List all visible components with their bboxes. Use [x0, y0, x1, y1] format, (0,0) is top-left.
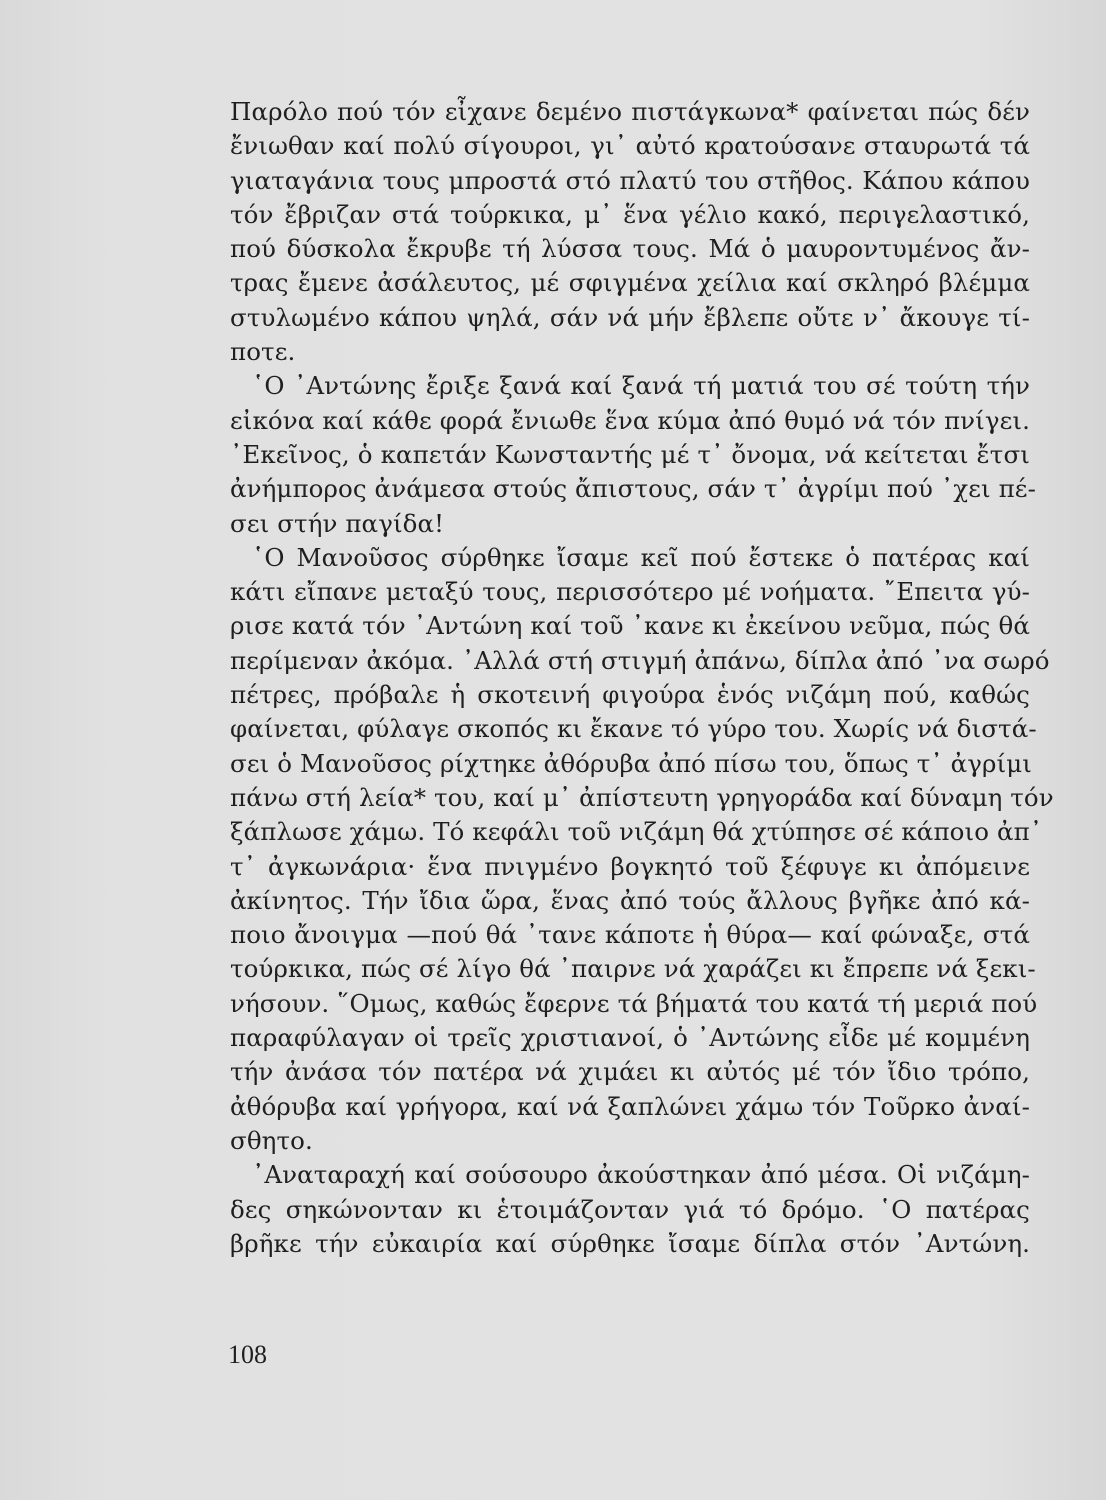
- text-line: γιαταγάνια τους μπροστά στό πλατύ του στῆθος. Κάπου κάπου: [230, 165, 1030, 195]
- text-line: ποτε.: [230, 337, 296, 367]
- text-line: τήν ἀνάσα τόν πατέρα νά χιμάει κι αὐτός μέ τόν ἴδιο τρόπο,: [230, 1057, 1030, 1087]
- text-line: σει ὁ Μανοῦσος ρίχτηκε ἀθόρυβα ἀπό πίσω του, ὅπως τ᾿ ἀγρίμι: [230, 748, 1032, 778]
- text-line: δες σηκώνονταν κι ἑτοιμάζονταν γιά τό δρόμο. ῾Ο πατέρας: [230, 1194, 1030, 1224]
- text-line: ᾿Εκεῖνος, ὁ καπετάν Κωνσταντής μέ τ᾿ ὄνομα, νά κείτεται ἔτσι: [230, 439, 1030, 469]
- text-line: σθητο.: [230, 1125, 313, 1155]
- text-line: τ᾿ ἀγκωνάρια· ἕνα πνιγμένο βογκητό τοῦ ξέφυγε κι ἀπόμεινε: [230, 851, 1030, 881]
- text-line: ἀκίνητος. Τήν ἴδια ὥρα, ἕνας ἀπό τούς ἄλλους βγῆκε ἀπό κά-: [230, 885, 1030, 915]
- text-line: πού δύσκολα ἔκρυβε τή λύσσα τους. Μά ὁ μαυροντυμένος ἄν-: [230, 234, 1030, 264]
- text-line: ἀνήμπορος ἀνάμεσα στούς ἄπιστους, σάν τ᾿ ἀγρίμι πού ᾿χει πέ-: [230, 474, 1036, 504]
- text-line: τρας ἔμενε ἀσάλευτος, μέ σφιγμένα χείλια καί σκληρό βλέμμα: [230, 268, 1030, 298]
- text-line: Παρόλο πού τόν εἶχανε δεμένο πιστάγκωνα* φαίνεται πώς δέν: [230, 97, 1030, 126]
- text-line: ῾Ο Μανοῦσος σύρθηκε ἴσαμε κεῖ πού ἔστεκε ὁ πατέρας καί: [252, 542, 1030, 572]
- text-line: στυλωμένο κάπου ψηλά, σάν νά μήν ἔβλεπε οὔτε ν᾿ ἄκουγε τί-: [230, 302, 1030, 332]
- text-line: σει στήν παγίδα!: [230, 508, 445, 538]
- page-number: 108: [228, 1340, 267, 1369]
- body-text: [230, 95, 1054, 1261]
- text-line: τούρκικα, πώς σέ λίγο θά ᾿παιρνε νά χαράζει κι ἔπρεπε νά ξεκι-: [230, 954, 1036, 984]
- text-line: ἀθόρυβα καί γρήγορα, καί νά ξαπλώνει χάμω τόν Τοῦρκο ἀναί-: [230, 1091, 1030, 1121]
- text-line: πάνω στή λεία* του, καί μ᾿ ἀπίστευτη γρηγοράδα καί δύναμη τόν: [230, 782, 1054, 812]
- text-line: φαίνεται, φύλαγε σκοπός κι ἔκανε τό γύρο του. Χωρίς νά διστά-: [230, 714, 1037, 744]
- text-line: ἔνιωθαν καί πολύ σίγουροι, γι᾿ αὐτό κρατούσανε σταυρωτά τά: [230, 131, 1030, 161]
- text-line: τόν ἔβριζαν στά τούρκικα, μ᾿ ἕνα γέλιο κακό, περιγελαστικό,: [230, 199, 1030, 229]
- text-line: ᾿Αναταραχή καί σούσουρο ἀκούστηκαν ἀπό μέσα. Οἱ νιζάμη-: [252, 1160, 1030, 1190]
- text-line: πέτρες, πρόβαλε ἡ σκοτεινή φιγούρα ἑνός νιζάμη πού, καθώς: [230, 680, 1030, 710]
- text-line: ξάπλωσε χάμω. Τό κεφάλι τοῦ νιζάμη θά χτύπησε σέ κάποιο ἀπ᾿: [230, 817, 1043, 847]
- text-line: παραφύλαγαν οἱ τρεῖς χριστιανοί, ὁ ᾿Αντώνης εἶδε μέ κομμένη: [230, 1023, 1030, 1053]
- text-line: ῾Ο ᾿Αντώνης ἔριξε ξανά καί ξανά τή ματιά του σέ τούτη τήν: [252, 371, 1030, 401]
- text-line: βρῆκε τήν εὐκαιρία καί σύρθηκε ἴσαμε δίπλα στόν ᾿Αντώνη.: [230, 1228, 1030, 1258]
- text-line: νήσουν. ῞Ομως, καθώς ἔφερνε τά βήματά του κατά τή μεριά πού: [230, 988, 1038, 1018]
- text-line: κάτι εἴπανε μεταξύ τους, περισσότερο μέ νοήματα. ῎Επειτα γύ-: [230, 577, 1030, 607]
- text-line: εἰκόνα καί κάθε φορά ἔνιωθε ἕνα κύμα ἀπό θυμό νά τόν πνίγει.: [230, 405, 1030, 435]
- text-line: ρισε κατά τόν ᾿Αντώνη καί τοῦ ᾿κανε κι ἐκείνου νεῦμα, πώς θά: [230, 611, 1030, 641]
- text-line: ποιο ἄνοιγμα —πού θά ᾿τανε κάποτε ἡ θύρα— καί φώναξε, στά: [230, 920, 1030, 950]
- text-line: περίμεναν ἀκόμα. ᾿Αλλά στή στιγμή ἀπάνω, δίπλα ἀπό ᾿να σωρό: [230, 645, 1050, 675]
